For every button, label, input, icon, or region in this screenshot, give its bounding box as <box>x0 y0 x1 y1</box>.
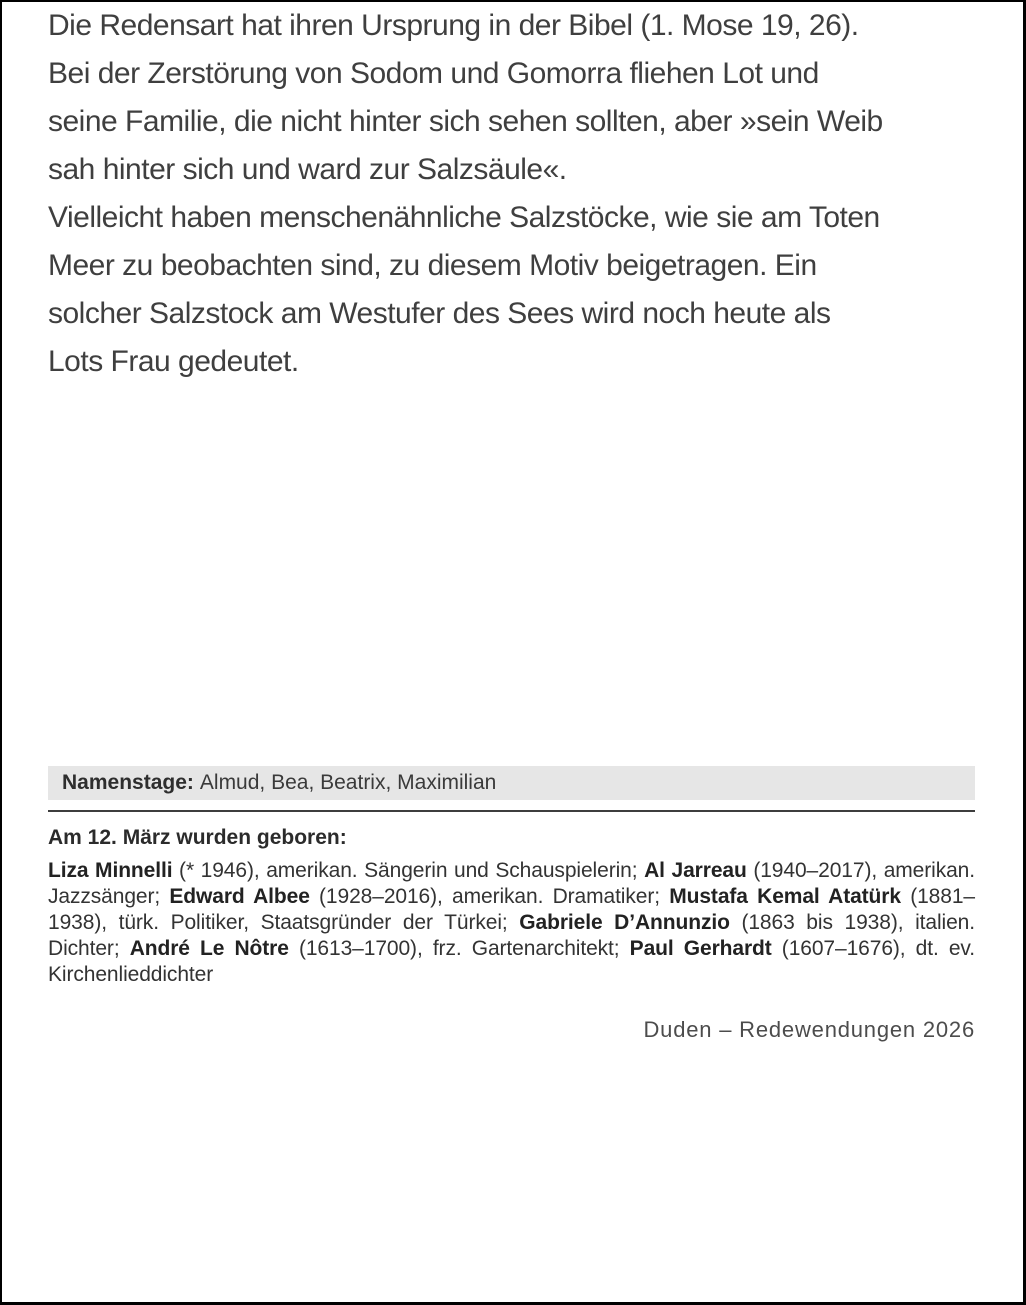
text-line: sah hinter sich und ward zur Salzsäule«. <box>48 153 567 186</box>
namedays-label: Namenstage: <box>62 771 194 794</box>
footer-credit: Duden – Redewendungen 2026 <box>643 1017 975 1042</box>
birthday-name: André Le Nôtre <box>129 937 289 960</box>
text-line: Meer zu beobachten sind, zu diesem Motiv beigetragen. Ein <box>48 249 817 282</box>
text-line: seine Familie, die nicht hinter sich sehen sollten, aber »sein Weib <box>48 105 883 138</box>
idiom-explanation <box>48 2 975 386</box>
birthday-detail: (1881–1938), türk. Politiker, Staatsgründer der Türkei; <box>48 885 975 934</box>
text-line: Bei der Zerstörung von Sodom und Gomorra fliehen Lot und <box>48 57 819 90</box>
birthdays-paragraph <box>48 858 975 988</box>
horizontal-divider <box>48 810 975 812</box>
namedays-bar <box>48 766 975 800</box>
birthday-name: Gabriele D’Annunzio <box>519 911 730 934</box>
explanation-paragraph-2 <box>48 194 975 386</box>
birthday-name: Liza Minnelli <box>48 859 173 882</box>
explanation-paragraph-1 <box>48 2 975 194</box>
page-content <box>48 2 975 1043</box>
text-line: Lots Frau gedeutet. <box>48 345 299 378</box>
birthday-name: Paul Gerhardt <box>629 937 772 960</box>
birthday-detail: (* 1946), amerikan. Sängerin und Schauspielerin; <box>172 859 645 882</box>
birthday-detail: (1607–1676), dt. ev. Kirchenlieddichter <box>48 937 976 986</box>
text-line: Vielleicht haben menschenähnliche Salzstöcke, wie sie am Toten <box>48 201 880 234</box>
birthday-name: Edward Albee <box>169 885 310 908</box>
text-line: Die Redensart hat ihren Ursprung in der Bibel (1. Mose 19, 26). <box>48 9 859 42</box>
birthday-name: Al Jarreau <box>644 859 747 882</box>
birthday-detail: (1928–2016), amerikan. Dramatiker; <box>309 885 670 908</box>
birthday-detail: (1863 bis 1938), italien. Dichter; <box>48 911 975 960</box>
birthday-name: Mustafa Kemal Atatürk <box>669 885 901 908</box>
birthdays-heading: Am 12. März wurden geboren: <box>48 826 347 849</box>
birthday-detail: (1613–1700), frz. Gartenarchitekt; <box>288 937 630 960</box>
text-line: solcher Salzstock am Westufer des Sees wird noch heute als <box>48 297 831 330</box>
birthday-detail: (1940–2017), amerikan. Jazzsänger; <box>48 859 975 908</box>
namedays-names: Almud, Bea, Beatrix, Maximilian <box>199 771 497 794</box>
